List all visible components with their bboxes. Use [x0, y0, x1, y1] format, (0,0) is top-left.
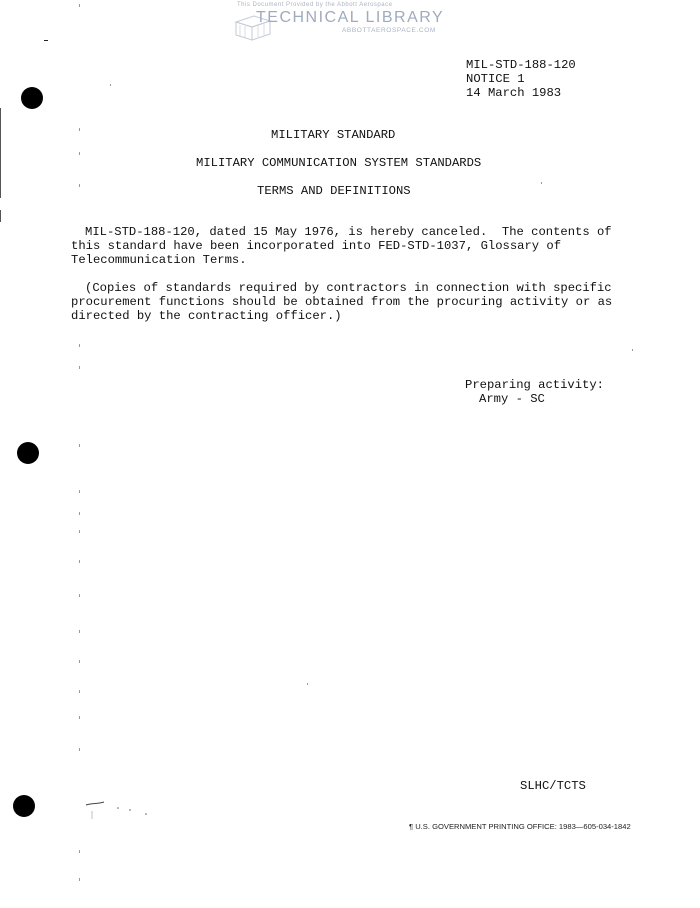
speck-mark: [541, 182, 542, 184]
speck-mark: [79, 530, 80, 533]
preparing-activity-label: Preparing activity:: [465, 378, 604, 392]
paragraph-line: MIL-STD-188-120, dated 15 May 1976, is hereby canceled. The contents of: [85, 225, 612, 239]
watermark-library-title: TECHNICAL LIBRARY: [256, 9, 445, 26]
speck-mark: [79, 512, 80, 515]
watermark-provided-by: This Document Provided by the Abbott Aerospace: [237, 2, 393, 8]
paragraph-line: Telecommunication Terms.: [71, 253, 247, 267]
speck-mark: [79, 630, 80, 633]
paragraph-line: this standard have been incorporated into FED-STD-1037, Glossary of: [71, 239, 562, 253]
speck-mark: [79, 690, 80, 693]
paragraph-line: directed by the contracting officer.): [71, 309, 342, 323]
speck-mark: [79, 184, 80, 187]
speck-mark: [79, 4, 80, 7]
subject-heading: TERMS AND DEFINITIONS: [257, 184, 411, 198]
speck-mark: [79, 152, 80, 155]
government-printing-office-line: ¶ U.S. GOVERNMENT PRINTING OFFICE: 1983—605-034-1842: [409, 822, 631, 831]
speck-mark: [79, 594, 80, 597]
paragraph-line: procurement functions should be obtained from the procuring activity or as: [71, 295, 613, 309]
speck-mark: [79, 560, 80, 563]
cancellation-paragraph: [71, 225, 612, 267]
hole-punch: [13, 795, 35, 817]
speck-mark: [79, 444, 80, 447]
speck-mark: [79, 748, 80, 751]
speck-mark: [307, 683, 308, 685]
hole-punch: [21, 87, 43, 109]
system-title-heading: MILITARY COMMUNICATION SYSTEM STANDARDS: [196, 156, 482, 170]
speck-mark: [79, 850, 80, 853]
standard-type-heading: MILITARY STANDARD: [271, 128, 396, 142]
hole-punch: [17, 442, 39, 464]
library-watermark: [232, 2, 462, 46]
paragraph-line: (Copies of standards required by contractors in connection with specific: [85, 281, 612, 295]
copies-paragraph: [71, 281, 612, 323]
watermark-url: ABBOTTAEROSPACE.COM: [342, 27, 436, 34]
speck-mark: [79, 366, 80, 369]
speck-mark: [79, 716, 80, 719]
speck-mark: [632, 349, 633, 351]
speck-mark: [110, 84, 111, 86]
handwritten-scribble: [84, 799, 154, 821]
speck-mark: [79, 128, 80, 131]
speck-mark: [79, 878, 80, 881]
binding-edge-mark: [0, 108, 1, 198]
notice-date: 14 March 1983: [466, 86, 562, 100]
speck-mark: [79, 490, 80, 493]
preparing-activity-value: Army - SC: [479, 392, 545, 406]
speck-mark: [79, 344, 80, 347]
speck-mark: [79, 660, 80, 663]
footer-code: SLHC/TCTS: [520, 779, 586, 793]
notice-number: NOTICE 1: [466, 72, 525, 86]
document-number: MIL-STD-188-120: [466, 58, 576, 72]
binding-edge-mark: [0, 210, 1, 222]
speck-mark: [44, 40, 48, 41]
